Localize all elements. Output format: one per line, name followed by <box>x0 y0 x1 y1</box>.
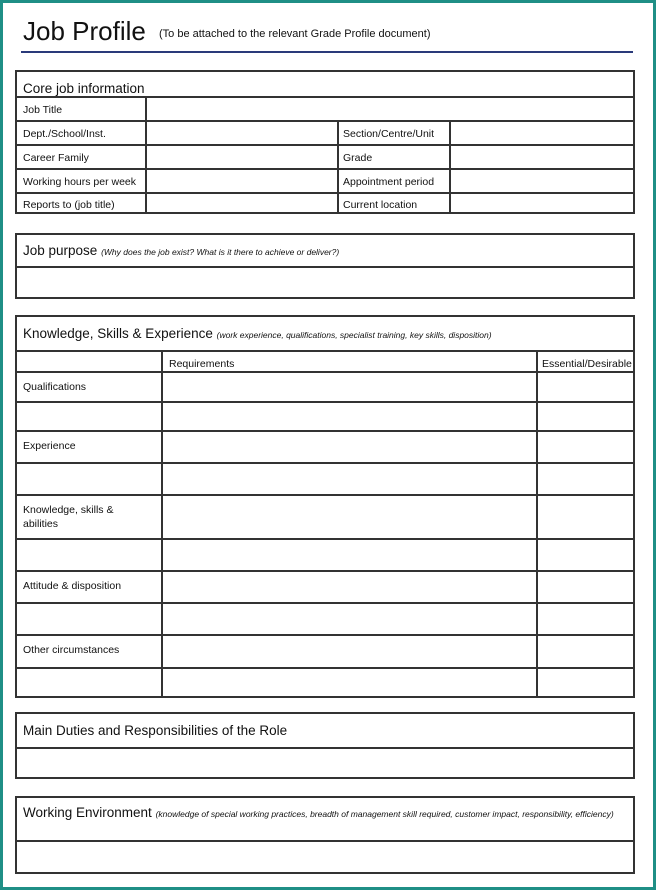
table-row <box>17 192 633 214</box>
knowledge-skills-label: Knowledge, skills & abilities <box>23 504 114 530</box>
working-environment-heading <box>23 806 623 821</box>
kse-heading <box>23 326 492 341</box>
table-row <box>17 144 633 168</box>
section-label: Section/Centre/Unit <box>343 128 435 140</box>
reports-to-label: Reports to (job title) <box>23 199 115 211</box>
table-row <box>17 570 633 602</box>
table-row <box>17 430 633 462</box>
appointment-period-label: Appointment period <box>343 176 435 188</box>
grade-label: Grade <box>343 152 373 164</box>
job-purpose-title: Job purpose <box>23 243 98 258</box>
requirements-header: Requirements <box>169 358 235 370</box>
kse-table <box>15 315 635 698</box>
table-row <box>17 120 633 144</box>
table-row <box>17 494 633 538</box>
qualifications-label: Qualifications <box>23 381 87 393</box>
table-row <box>17 371 633 401</box>
other-circumstances-label: Other circumstances <box>23 644 120 656</box>
table-row <box>17 634 633 667</box>
table-row <box>17 538 633 570</box>
experience-label: Experience <box>23 440 76 452</box>
kse-column-header-row <box>17 350 633 371</box>
working-environment-section <box>15 796 635 874</box>
main-duties-heading: Main Duties and Responsibilities of the Role <box>23 723 288 738</box>
job-purpose-field[interactable] <box>17 266 633 297</box>
kse-title: Knowledge, Skills & Experience <box>23 326 213 341</box>
table-row <box>17 602 633 634</box>
page-title: Job Profile <box>23 16 146 46</box>
table-row <box>17 667 633 696</box>
essential-desirable-header: Essential/Desirable <box>542 358 632 370</box>
job-title-label: Job Title <box>23 104 63 116</box>
table-row <box>17 168 633 192</box>
main-duties-field[interactable] <box>17 747 633 777</box>
core-info-table <box>15 70 635 214</box>
kse-note: (work experience, qualifications, specialist training, key skills, disposition) <box>216 330 492 340</box>
current-location-label: Current location <box>343 199 418 211</box>
attitude-label: Attitude & disposition <box>23 580 122 592</box>
core-info-heading: Core job information <box>23 81 145 96</box>
job-purpose-section <box>15 233 635 299</box>
header <box>21 15 633 53</box>
career-family-label: Career Family <box>23 152 89 164</box>
table-row <box>17 96 633 120</box>
job-purpose-heading <box>23 243 339 258</box>
working-hours-label: Working hours per week <box>23 176 137 188</box>
main-duties-section <box>15 712 635 779</box>
working-environment-field[interactable] <box>17 840 633 872</box>
working-environment-note: (knowledge of special working practices, breadth of management skill required, customer impact, responsibility, efficiency) <box>155 809 614 819</box>
table-row <box>17 462 633 494</box>
page-subtitle: (To be attached to the relevant Grade Profile document) <box>159 28 431 40</box>
job-purpose-note: (Why does the job exist? What is it there to achieve or deliver?) <box>101 247 340 257</box>
working-environment-title: Working Environment <box>23 805 152 820</box>
dept-label: Dept./School/Inst. <box>23 128 106 140</box>
table-row <box>17 401 633 430</box>
